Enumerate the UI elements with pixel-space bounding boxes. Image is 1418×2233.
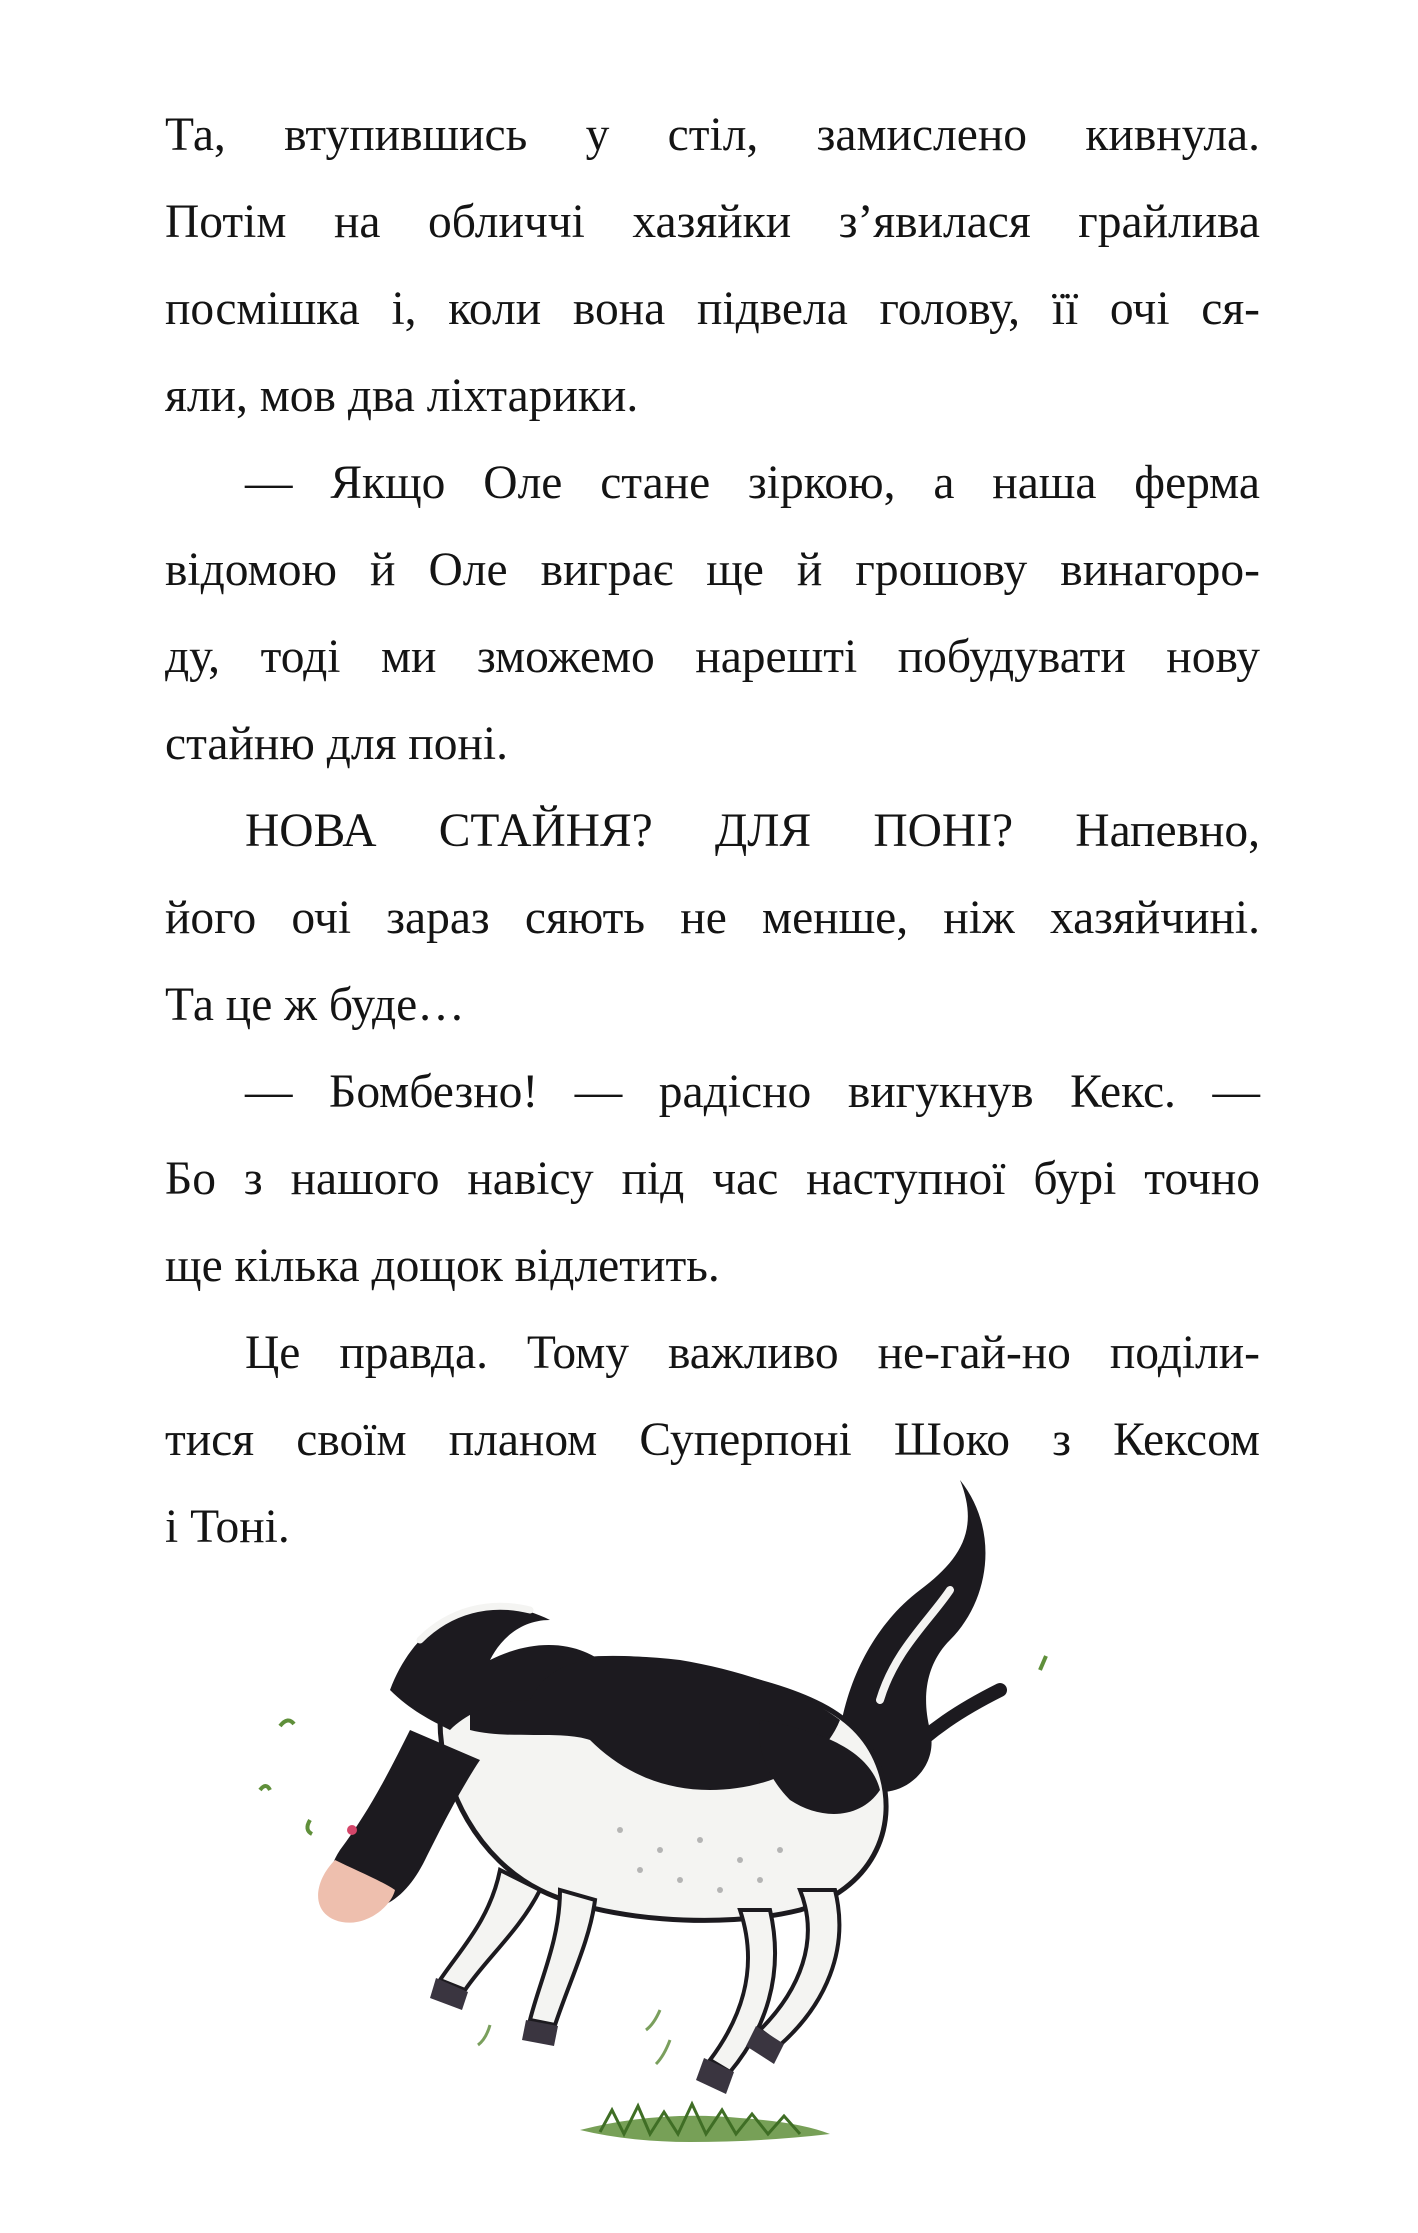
- paragraph-2: [165, 440, 1260, 788]
- text-line: Потім на обличчі хазяйки з’явилася грайлива: [165, 196, 1260, 248]
- front-leg-icon: [530, 1890, 595, 2025]
- text-line: Та, втупившись у стіл, замислено кивнула.: [165, 109, 1260, 161]
- paragraph-1: [165, 92, 1260, 440]
- paragraph-3: [165, 788, 1260, 1049]
- grass-bit-icon: [280, 1720, 294, 1726]
- front-leg-icon: [440, 1870, 540, 1990]
- grass-bit-icon: [307, 1820, 312, 1834]
- text-line: тися своїм планом Суперпоні Шоко з Кексом: [165, 1414, 1260, 1466]
- text-line: Бо з нашого навісу під час наступної бурі точно: [165, 1153, 1260, 1205]
- motion-line-icon: [656, 2040, 670, 2064]
- text-line: НОВА СТАЙНЯ? ДЛЯ ПОНІ? Напевно,: [245, 805, 1260, 857]
- motion-line-icon: [478, 2025, 490, 2045]
- motion-line-icon: [646, 2010, 660, 2030]
- grass-bit-icon: [260, 1786, 270, 1790]
- text-line: і Тоні.: [165, 1501, 290, 1553]
- text-line: ду, тоді ми зможемо нарешті побудувати нову: [165, 631, 1260, 683]
- pony-illustration: [240, 1470, 1140, 2180]
- story-text: [165, 92, 1260, 1571]
- text-line: Та це ж буде…: [165, 979, 465, 1031]
- text-line: яли, мов два ліхтарики.: [165, 370, 639, 422]
- text-line: стайню для поні.: [165, 718, 508, 770]
- grass-tuft-icon: [580, 2104, 830, 2142]
- text-line: Це правда. Тому важливо не-гай-но поділи-: [245, 1327, 1260, 1379]
- text-line: ще кілька дощок відлетить.: [165, 1240, 720, 1292]
- text-line: — Бомбезно! — радісно вигукнув Кекс. —: [245, 1066, 1260, 1118]
- text-line: відомою й Оле виграє ще й грошову винагоро-: [165, 544, 1260, 596]
- text-line: посмішка і, коли вона підвела голову, її очі ся-: [165, 283, 1260, 335]
- text-line: його очі зараз сяють не менше, ніж хазяйчині.: [165, 892, 1260, 944]
- text-line: — Якщо Оле стане зіркою, а наша ферма: [245, 457, 1260, 509]
- grass-bit-icon: [1040, 1656, 1046, 1670]
- paragraph-4: [165, 1049, 1260, 1310]
- pony-illustration-icon: [240, 1470, 1140, 2180]
